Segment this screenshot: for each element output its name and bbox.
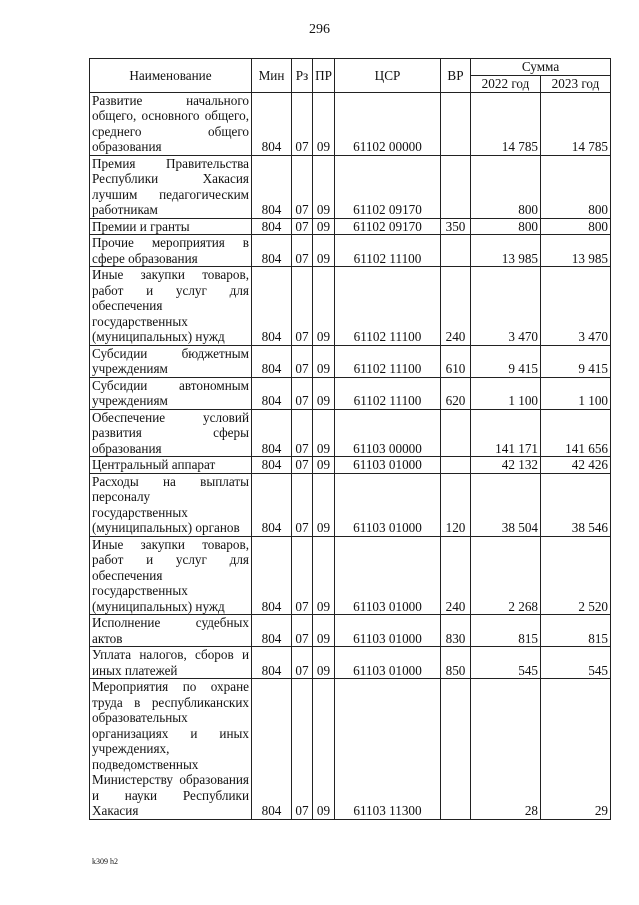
row-rz: 07	[292, 235, 313, 267]
table-header	[90, 59, 611, 93]
table-row	[90, 457, 611, 474]
row-name: Обеспечение условий развития сферы образования	[90, 409, 252, 457]
row-sum-2023: 2 520	[541, 536, 611, 615]
row-name: Субсидии автономным учреждениям	[90, 377, 252, 409]
row-rz: 07	[292, 409, 313, 457]
header-pr: ПР	[313, 59, 335, 93]
table-row	[90, 473, 611, 536]
row-min: 804	[252, 647, 292, 679]
row-vr	[441, 679, 471, 820]
row-rz: 07	[292, 457, 313, 474]
row-pr: 09	[313, 345, 335, 377]
row-pr: 09	[313, 457, 335, 474]
row-pr: 09	[313, 536, 335, 615]
row-rz: 07	[292, 218, 313, 235]
row-sum-2023: 815	[541, 615, 611, 647]
row-pr: 09	[313, 679, 335, 820]
row-sum-2022: 800	[471, 155, 541, 218]
row-sum-2023: 38 546	[541, 473, 611, 536]
row-sum-2023: 1 100	[541, 377, 611, 409]
row-sum-2023: 3 470	[541, 267, 611, 346]
row-sum-2022: 141 171	[471, 409, 541, 457]
row-csr: 61103 01000	[335, 473, 441, 536]
row-vr: 240	[441, 267, 471, 346]
row-sum-2023: 13 985	[541, 235, 611, 267]
row-name: Прочие мероприятия в сфере образования	[90, 235, 252, 267]
row-min: 804	[252, 679, 292, 820]
row-vr	[441, 92, 471, 155]
row-rz: 07	[292, 345, 313, 377]
table-row	[90, 647, 611, 679]
table-row	[90, 235, 611, 267]
row-csr: 61102 11100	[335, 377, 441, 409]
row-sum-2023: 800	[541, 218, 611, 235]
row-vr	[441, 409, 471, 457]
table-row	[90, 155, 611, 218]
row-pr: 09	[313, 218, 335, 235]
row-rz: 07	[292, 615, 313, 647]
row-sum-2022: 3 470	[471, 267, 541, 346]
row-min: 804	[252, 409, 292, 457]
row-vr	[441, 235, 471, 267]
row-sum-2022: 38 504	[471, 473, 541, 536]
row-sum-2022: 815	[471, 615, 541, 647]
row-vr: 850	[441, 647, 471, 679]
row-name: Центральный аппарат	[90, 457, 252, 474]
row-name: Премия Правительства Республики Хакасия лучшим педагогическим работникам	[90, 155, 252, 218]
table-body	[90, 92, 611, 819]
row-pr: 09	[313, 473, 335, 536]
row-csr: 61103 11300	[335, 679, 441, 820]
row-pr: 09	[313, 92, 335, 155]
row-sum-2023: 14 785	[541, 92, 611, 155]
header-vr: ВР	[441, 59, 471, 93]
footer-code: k309 h2	[92, 857, 118, 866]
row-csr: 61102 11100	[335, 345, 441, 377]
row-name: Иные закупки товаров, работ и услуг для обеспечения государственных (муниципальных) нужд	[90, 267, 252, 346]
row-rz: 07	[292, 155, 313, 218]
row-rz: 07	[292, 267, 313, 346]
row-sum-2022: 14 785	[471, 92, 541, 155]
row-name: Премии и гранты	[90, 218, 252, 235]
row-sum-2023: 141 656	[541, 409, 611, 457]
row-sum-2022: 800	[471, 218, 541, 235]
row-sum-2022: 13 985	[471, 235, 541, 267]
row-vr	[441, 155, 471, 218]
row-name: Исполнение судебных актов	[90, 615, 252, 647]
row-csr: 61103 01000	[335, 457, 441, 474]
row-sum-2023: 29	[541, 679, 611, 820]
row-vr: 240	[441, 536, 471, 615]
table-row	[90, 267, 611, 346]
row-csr: 61103 01000	[335, 647, 441, 679]
row-name: Расходы на выплаты персоналу государственных (муниципальных) органов	[90, 473, 252, 536]
row-sum-2023: 545	[541, 647, 611, 679]
row-vr	[441, 457, 471, 474]
row-csr: 61102 11100	[335, 235, 441, 267]
row-min: 804	[252, 218, 292, 235]
row-min: 804	[252, 267, 292, 346]
table-row	[90, 409, 611, 457]
row-vr: 830	[441, 615, 471, 647]
table-row	[90, 377, 611, 409]
row-min: 804	[252, 377, 292, 409]
row-vr: 610	[441, 345, 471, 377]
row-sum-2022: 2 268	[471, 536, 541, 615]
row-sum-2022: 42 132	[471, 457, 541, 474]
row-csr: 61103 00000	[335, 409, 441, 457]
row-name: Мероприятия по охране труда в республиканских образовательных организациях и иных учреждениях, подведомственных Министерству образования и науки Республики Хакасия	[90, 679, 252, 820]
row-rz: 07	[292, 473, 313, 536]
row-csr: 61102 00000	[335, 92, 441, 155]
table-row	[90, 92, 611, 155]
row-sum-2023: 42 426	[541, 457, 611, 474]
row-pr: 09	[313, 647, 335, 679]
row-name: Субсидии бюджетным учреждениям	[90, 345, 252, 377]
row-rz: 07	[292, 377, 313, 409]
row-rz: 07	[292, 536, 313, 615]
table-row	[90, 679, 611, 820]
row-min: 804	[252, 235, 292, 267]
page-number: 296	[309, 22, 330, 37]
row-sum-2022: 9 415	[471, 345, 541, 377]
table-row	[90, 615, 611, 647]
row-min: 804	[252, 155, 292, 218]
row-sum-2022: 28	[471, 679, 541, 820]
row-min: 804	[252, 92, 292, 155]
row-sum-2023: 9 415	[541, 345, 611, 377]
row-rz: 07	[292, 92, 313, 155]
row-vr: 620	[441, 377, 471, 409]
row-min: 804	[252, 473, 292, 536]
header-name: Наименование	[90, 59, 252, 93]
header-rz: Рз	[292, 59, 313, 93]
row-csr: 61103 01000	[335, 536, 441, 615]
row-sum-2023: 800	[541, 155, 611, 218]
row-pr: 09	[313, 409, 335, 457]
row-vr: 120	[441, 473, 471, 536]
row-csr: 61102 11100	[335, 267, 441, 346]
row-min: 804	[252, 457, 292, 474]
header-sum: Сумма	[471, 59, 611, 76]
row-pr: 09	[313, 235, 335, 267]
row-min: 804	[252, 536, 292, 615]
row-vr: 350	[441, 218, 471, 235]
row-pr: 09	[313, 615, 335, 647]
row-pr: 09	[313, 155, 335, 218]
row-name: Развитие начального общего, основного общего, среднего общего образования	[90, 92, 252, 155]
row-min: 804	[252, 345, 292, 377]
budget-table	[89, 58, 611, 820]
row-pr: 09	[313, 267, 335, 346]
row-pr: 09	[313, 377, 335, 409]
row-csr: 61102 09170	[335, 218, 441, 235]
row-csr: 61102 09170	[335, 155, 441, 218]
header-2022: 2022 год	[471, 76, 541, 93]
header-min: Мин	[252, 59, 292, 93]
row-csr: 61103 01000	[335, 615, 441, 647]
header-2023: 2023 год	[541, 76, 611, 93]
row-rz: 07	[292, 647, 313, 679]
row-name: Иные закупки товаров, работ и услуг для обеспечения государственных (муниципальных) нужд	[90, 536, 252, 615]
row-sum-2022: 545	[471, 647, 541, 679]
header-csr: ЦСР	[335, 59, 441, 93]
row-name: Уплата налогов, сборов и иных платежей	[90, 647, 252, 679]
table-row	[90, 345, 611, 377]
row-rz: 07	[292, 679, 313, 820]
table-row	[90, 536, 611, 615]
table-row	[90, 218, 611, 235]
row-sum-2022: 1 100	[471, 377, 541, 409]
row-min: 804	[252, 615, 292, 647]
